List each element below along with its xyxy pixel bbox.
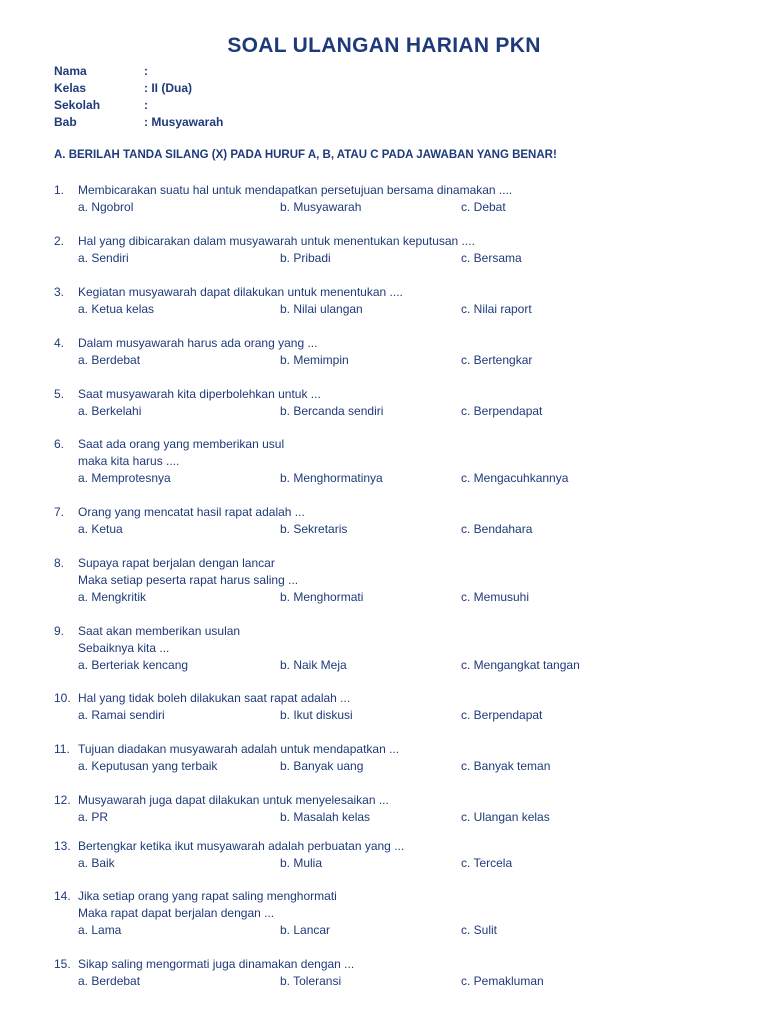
question-number: 7. xyxy=(54,505,65,519)
question-line xyxy=(54,792,611,809)
option-b: b. Mulia xyxy=(280,856,323,870)
option-a: a. PR xyxy=(78,810,109,824)
option-b: b. Naik Meja xyxy=(280,658,347,672)
option-a: a. Ketua kelas xyxy=(78,302,155,316)
question-text: Saat akan memberikan usulan xyxy=(78,624,241,638)
question-item xyxy=(54,741,611,775)
question-text: Membicarakan suatu hal untuk mendapatkan persetujuan bersama dinamakan .... xyxy=(78,183,513,197)
question-line xyxy=(54,182,611,199)
question-text: Dalam musyawarah harus ada orang yang ... xyxy=(78,336,318,350)
question-number xyxy=(54,572,78,589)
option-c: c. Berpendapat xyxy=(461,708,543,722)
question-number: 1. xyxy=(54,183,65,197)
question-text: Bertengkar ketika ikut musyawarah adalah perbuatan yang ... xyxy=(78,839,405,853)
question-line xyxy=(54,623,611,640)
answer-options xyxy=(54,707,611,724)
question-text: Sebaiknya kita ... xyxy=(78,641,170,655)
answer-options xyxy=(54,973,611,990)
option-a: a. Ngobrol xyxy=(78,200,134,214)
question-item xyxy=(54,386,611,420)
info-value: : Musyawarah xyxy=(144,115,224,129)
question-item xyxy=(54,555,611,606)
info-label: Kelas xyxy=(54,81,87,95)
question-text: Hal yang dibicarakan dalam musyawarah untuk menentukan keputusan .... xyxy=(78,234,475,248)
question-line xyxy=(54,335,611,352)
option-b: b. Banyak uang xyxy=(280,759,364,773)
option-b: b. Toleransi xyxy=(280,974,342,988)
answer-options xyxy=(54,199,611,216)
info-label: Sekolah xyxy=(54,98,101,112)
option-a: a. Mengkritik xyxy=(78,590,147,604)
question-line xyxy=(54,838,611,855)
question-number: 14. xyxy=(54,889,71,903)
option-c: c. Mengangkat tangan xyxy=(461,658,580,672)
question-text: Sikap saling mengormati juga dinamakan dengan ... xyxy=(78,957,355,971)
option-b: b. Memimpin xyxy=(280,353,349,367)
option-a: a. Berkelahi xyxy=(78,404,142,418)
info-value: : II (Dua) xyxy=(144,81,192,95)
option-b: b. Menghormatinya xyxy=(280,471,383,485)
question-text: Jika setiap orang yang rapat saling menghormati xyxy=(78,889,337,903)
info-label: Nama xyxy=(54,64,87,78)
question-item xyxy=(54,792,611,826)
question-number xyxy=(54,905,78,922)
answer-options xyxy=(54,470,611,487)
option-b: b. Pribadi xyxy=(280,251,331,265)
option-a: a. Ramai sendiri xyxy=(78,708,165,722)
info-label: Bab xyxy=(54,115,77,129)
question-line xyxy=(54,453,611,470)
answer-options xyxy=(54,758,611,775)
question-number: 15. xyxy=(54,957,71,971)
question-text: Supaya rapat berjalan dengan lancar xyxy=(78,556,275,570)
question-item xyxy=(54,888,611,939)
answer-options xyxy=(54,250,611,267)
question-number: 4. xyxy=(54,336,65,350)
question-text: Maka setiap peserta rapat harus saling ... xyxy=(78,573,299,587)
option-c: c. Banyak teman xyxy=(461,759,551,773)
option-c: c. Debat xyxy=(461,200,506,214)
question-item xyxy=(54,956,611,990)
answer-options xyxy=(54,301,611,318)
option-c: c. Tercela xyxy=(461,856,513,870)
question-number: 13. xyxy=(54,839,71,853)
option-a: a. Berteriak kencang xyxy=(78,658,189,672)
answer-options xyxy=(54,809,611,826)
answer-options xyxy=(54,589,611,606)
option-a: a. Memprotesnya xyxy=(78,471,171,485)
info-value: : xyxy=(144,98,148,112)
question-text: Tujuan diadakan musyawarah adalah untuk mendapatkan ... xyxy=(78,742,400,756)
question-item xyxy=(54,335,611,369)
option-b: b. Sekretaris xyxy=(280,522,348,536)
question-item xyxy=(54,623,611,674)
question-line xyxy=(54,572,611,589)
question-line xyxy=(54,741,611,758)
option-b: b. Masalah kelas xyxy=(280,810,371,824)
question-text: Musyawarah juga dapat dilakukan untuk menyelesaikan ... xyxy=(78,793,389,807)
option-c: c. Bendahara xyxy=(461,522,533,536)
question-line xyxy=(54,640,611,657)
option-b: b. Musyawarah xyxy=(280,200,362,214)
option-c: c. Nilai raport xyxy=(461,302,532,316)
question-line xyxy=(54,233,611,250)
question-line xyxy=(54,956,611,973)
option-c: c. Bersama xyxy=(461,251,522,265)
question-line xyxy=(54,905,611,922)
question-number: 3. xyxy=(54,285,65,299)
question-line xyxy=(54,284,611,301)
option-a: a. Keputusan yang terbaik xyxy=(78,759,218,773)
question-item xyxy=(54,233,611,267)
answer-options xyxy=(54,855,611,872)
option-a: a. Lama xyxy=(78,923,122,937)
question-number: 12. xyxy=(54,793,71,807)
question-number: 2. xyxy=(54,234,65,248)
info-value: : xyxy=(144,64,148,78)
question-item xyxy=(54,838,611,872)
question-number: 9. xyxy=(54,624,65,638)
answer-options xyxy=(54,521,611,538)
question-line xyxy=(54,436,611,453)
question-number: 10. xyxy=(54,691,71,705)
answer-options xyxy=(54,352,611,369)
option-c: c. Mengacuhkannya xyxy=(461,471,569,485)
option-c: c. Bertengkar xyxy=(461,353,533,367)
option-b: b. Ikut diskusi xyxy=(280,708,353,722)
info-row-nama xyxy=(54,63,223,80)
option-a: a. Sendiri xyxy=(78,251,129,265)
option-c: c. Berpendapat xyxy=(461,404,543,418)
option-b: b. Nilai ulangan xyxy=(280,302,363,316)
question-line xyxy=(54,504,611,521)
question-text: Saat ada orang yang memberikan usul xyxy=(78,437,285,451)
option-a: a. Baik xyxy=(78,856,115,870)
option-c: c. Memusuhi xyxy=(461,590,530,604)
option-b: b. Menghormati xyxy=(280,590,364,604)
section-instruction: A. BERILAH TANDA SILANG (X) PADA HURUF A, B, ATAU C PADA JAWABAN YANG BENAR! xyxy=(54,149,557,161)
question-number: 5. xyxy=(54,387,65,401)
question-text: Orang yang mencatat hasil rapat adalah ... xyxy=(78,505,305,519)
option-c: c. Pemakluman xyxy=(461,974,544,988)
option-a: a. Berdebat xyxy=(78,353,141,367)
option-a: a. Ketua xyxy=(78,522,123,536)
question-number: 8. xyxy=(54,556,65,570)
question-text: Kegiatan musyawarah dapat dilakukan untuk menentukan .... xyxy=(78,285,403,299)
option-b: b. Lancar xyxy=(280,923,331,937)
info-row-bab xyxy=(54,114,223,131)
question-line xyxy=(54,690,611,707)
page-title: SOAL ULANGAN HARIAN PKN xyxy=(227,34,541,57)
option-a: a. Berdebat xyxy=(78,974,141,988)
question-line xyxy=(54,386,611,403)
question-item xyxy=(54,182,611,216)
question-number: 6. xyxy=(54,437,65,451)
question-item xyxy=(54,690,611,724)
question-text: Maka rapat dapat berjalan dengan ... xyxy=(78,906,275,920)
question-line xyxy=(54,888,611,905)
question-number xyxy=(54,453,78,470)
option-c: c. Ulangan kelas xyxy=(461,810,550,824)
student-info xyxy=(54,63,223,131)
question-item xyxy=(54,284,611,318)
question-text: Hal yang tidak boleh dilakukan saat rapat adalah ... xyxy=(78,691,351,705)
option-c: c. Sulit xyxy=(461,923,498,937)
question-item xyxy=(54,436,611,487)
answer-options xyxy=(54,922,611,939)
info-row-kelas xyxy=(54,80,223,97)
question-number: 11. xyxy=(54,742,70,756)
answer-options xyxy=(54,657,611,674)
question-text: Saat musyawarah kita diperbolehkan untuk ... xyxy=(78,387,321,401)
answer-options xyxy=(54,403,611,420)
question-number xyxy=(54,640,78,657)
question-line xyxy=(54,555,611,572)
question-text: maka kita harus .... xyxy=(78,454,180,468)
info-row-sekolah xyxy=(54,97,223,114)
option-b: b. Bercanda sendiri xyxy=(280,404,384,418)
question-item xyxy=(54,504,611,538)
